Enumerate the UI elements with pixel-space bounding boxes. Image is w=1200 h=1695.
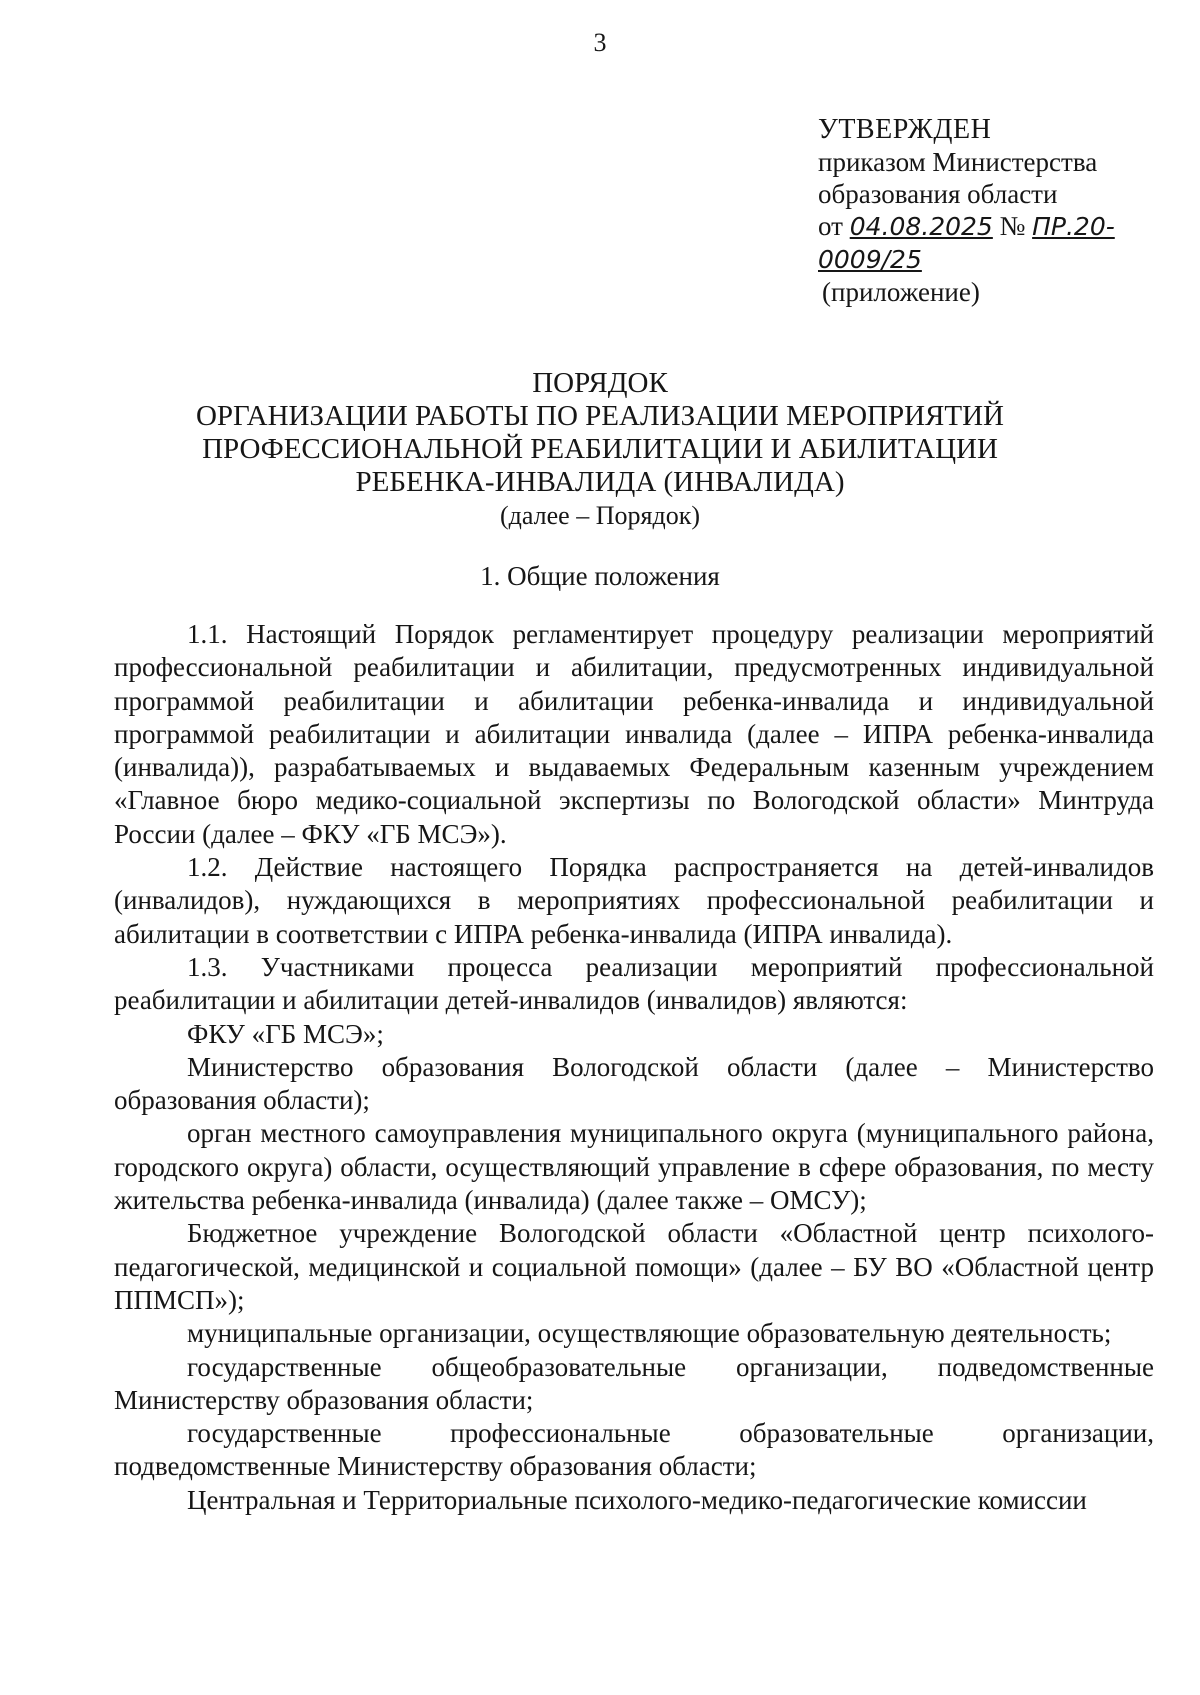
paragraph: 1.1. Настоящий Порядок регламентирует процедуру реализации мероприятий профессиональной реабилитации и абилитации, предусмотренных индивидуальной программой реабилитации и абилитации ребенка-инвалида и индивидуальной программой реабилитации и абилитации инвалида (далее – ИПРА ребенка-инвалида (инвалида)), разрабатываемых и выдаваемых Федеральным казенным учреждением «Главное бюро медико-социальной экспертизы по Вологодской области» Минтруда России (далее – ФКУ «ГБ МСЭ»). <box>114 619 1154 849</box>
approval-line-2: образования области <box>818 179 1058 209</box>
title-line: ПОРЯДОК <box>532 367 668 399</box>
handwritten-number: ПР.20-0009/25 <box>818 212 1115 274</box>
title-line: ПРОФЕССИОНАЛЬНОЙ РЕАБИЛИТАЦИИ И АБИЛИТАЦИИ <box>202 433 998 465</box>
paragraph: Министерство образования Вологодской области (далее – Министерство образования области); <box>114 1051 1154 1116</box>
paragraph: 1.3. Участниками процесса реализации мероприятий профессиональной реабилитации и абилитации детей-инвалидов (инвалидов) являются: <box>114 951 1154 1016</box>
paragraph: орган местного самоуправления муниципального округа (муниципального района, городского округа) области, осуществляющий управление в сфере образования, по месту жительства ребенка-инвалида (инвалида) (далее также – ОМСУ); <box>114 1118 1154 1216</box>
document-title <box>0 367 1200 532</box>
appendix-label: (приложение) <box>822 277 980 307</box>
paragraph: государственные общеобразовательные организации, подведомственные Министерству образования области; <box>114 1351 1154 1415</box>
title-line: РЕБЕНКА-ИНВАЛИДА (ИНВАЛИДА) <box>355 466 845 498</box>
paragraph: ФКУ «ГБ МСЭ»; <box>187 1018 384 1049</box>
title-line: ОРГАНИЗАЦИИ РАБОТЫ ПО РЕАЛИЗАЦИИ МЕРОПРИЯТИЙ <box>195 400 1005 432</box>
approval-line-1: приказом Министерства <box>818 147 1098 177</box>
paragraph: муниципальные организации, осуществляющие образовательную деятельность; <box>187 1318 1112 1349</box>
title-subtitle: (далее – Порядок) <box>500 501 700 530</box>
handwritten-date: 04.08.2025 <box>849 212 993 241</box>
approval-heading: УТВЕРЖДЕН <box>818 114 992 145</box>
number-label: № <box>999 211 1026 241</box>
page-number: 3 <box>593 28 607 57</box>
document-body <box>114 618 1154 1517</box>
paragraph: Бюджетное учреждение Вологодской области «Областной центр психолого-педагогической, медицинской и социальной помощи» (далее – БУ ВО «Областной центр ППМСП»); <box>114 1218 1154 1315</box>
paragraph: 1.2. Действие настоящего Порядка распространяется на детей-инвалидов (инвалидов), нуждающихся в мероприятиях профессиональной реабилитации и абилитации в соответствии с ИПРА ребенка-инвалида (ИПРА инвалида). <box>114 852 1154 949</box>
approval-date-line <box>818 210 1200 276</box>
section-heading: 1. Общие положения <box>480 561 720 591</box>
paragraph: Центральная и Территориальные психолого-медико-педагогические комиссии <box>187 1484 1087 1515</box>
paragraph: государственные профессиональные образовательные организации, подведомственные Министерству образования области; <box>114 1418 1154 1482</box>
from-label: от <box>818 211 843 241</box>
approval-stamp-block <box>818 114 1200 308</box>
